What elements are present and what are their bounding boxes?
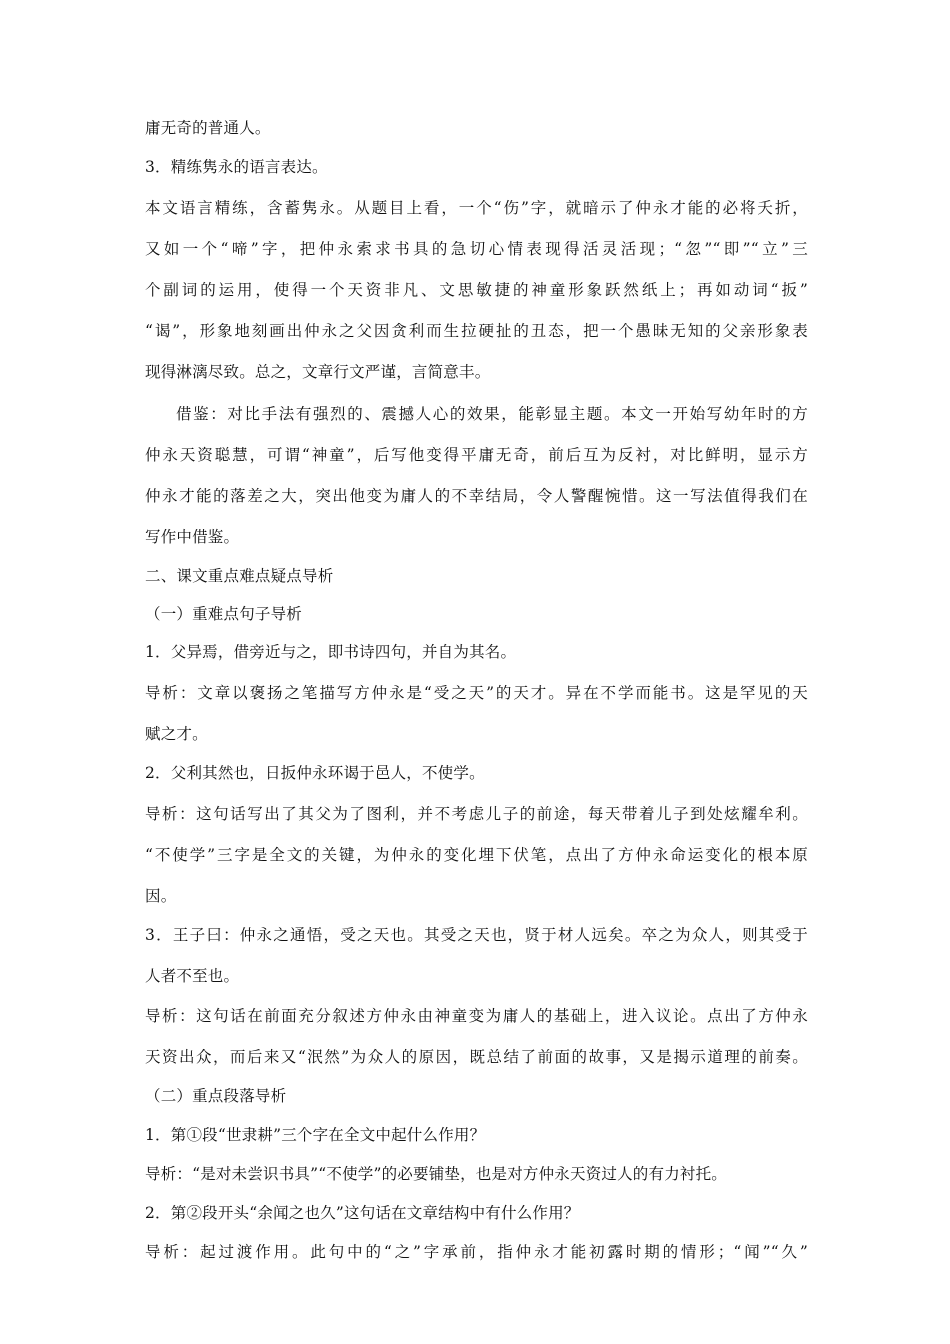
section-heading: 二、课文重点难点疑点导析: [145, 567, 334, 585]
text-line: 导析：这句话写出了其父为了图利，并不考虑儿子的前途，每天带着儿子到处炫耀牟利。: [145, 805, 808, 823]
subsection-heading: （一）重难点句子导析: [145, 605, 303, 623]
text-line: 个副词的运用，使得一个天资非凡、文思敏捷的神童形象跃然纸上；再如动词“扳”: [145, 281, 808, 299]
text-line: 借鉴：对比手法有强烈的、震撼人心的效果，能彰显主题。本文一开始写幼年时的方: [176, 405, 808, 423]
text-line: 写作中借鉴。: [145, 528, 240, 546]
text-line: 庸无奇的普通人。: [145, 119, 271, 137]
text-line: 导析：文章以褒扬之笔描写方仲永是“受之天”的天才。异在不学而能书。这是罕见的天: [145, 684, 808, 702]
text-line: 3．王子曰：仲永之通悟，受之天也。其受之天也，贤于材人远矣。卒之为众人，则其受于: [145, 926, 808, 944]
subsection-heading: （二）重点段落导析: [145, 1087, 287, 1105]
text-line: 1．父异焉，借旁近与之，即书诗四句，并自为其名。: [145, 643, 517, 661]
text-line: 导析：起过渡作用。此句中的“之”字承前，指仲永才能初露时期的情形；“闻”“久”: [145, 1243, 808, 1261]
text-line: “不使学”三字是全文的关键，为仲永的变化埋下伏笔，点出了方仲永命运变化的根本原: [145, 846, 808, 864]
text-line: 因。: [145, 887, 177, 905]
text-line: “谒”，形象地刻画出仲永之父因贪利而生拉硬扯的丑态，把一个愚昧无知的父亲形象表: [145, 322, 808, 340]
text-line: 天资出众，而后来又“泯然”为众人的原因，既总结了前面的故事，又是揭示道理的前奏。: [145, 1048, 808, 1066]
text-line: 又如一个“啼”字，把仲永索求书具的急切心情表现得活灵活现；“忽”“即”“立”三: [145, 240, 808, 258]
text-line: 3．精练隽永的语言表达。: [145, 158, 328, 176]
text-line: 现得淋漓尽致。总之，文章行文严谨，言简意丰。: [145, 363, 491, 381]
text-line: 仲永天资聪慧，可谓“神童”，后写他变得平庸无奇，前后互为反衬，对比鲜明，显示方: [145, 446, 808, 464]
text-line: 1．第①段“世隶耕”三个字在全文中起什么作用？: [145, 1126, 486, 1144]
text-line: 2．第②段开头“余闻之也久”这句话在文章结构中有什么作用？: [145, 1204, 580, 1222]
text-line: 本文语言精练，含蓄隽永。从题目上看，一个“伤”字，就暗示了仲永才能的必将夭折，: [145, 199, 808, 217]
text-line: 赋之才。: [145, 725, 208, 743]
text-line: 2．父利其然也，日扳仲永环谒于邑人，不使学。: [145, 764, 485, 782]
text-line: 导析：“是对未尝识书具”“不使学”的必要铺垫，也是对方仲永天资过人的有力衬托。: [145, 1165, 727, 1183]
text-line: 人者不至也。: [145, 967, 240, 985]
text-line: 导析：这句话在前面充分叙述方仲永由神童变为庸人的基础上，进入议论。点出了方仲永: [145, 1007, 808, 1025]
text-line: 仲永才能的落差之大，突出他变为庸人的不幸结局，令人警醒惋惜。这一写法值得我们在: [145, 487, 808, 505]
